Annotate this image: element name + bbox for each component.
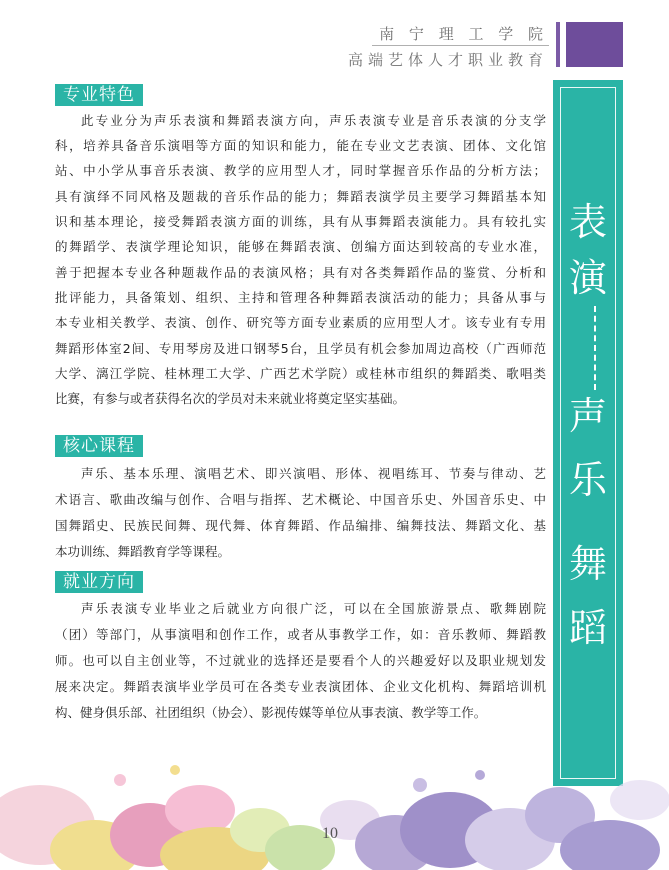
paragraph-line: 舞蹈形体室2间、专用琴房及进口钢琴5台，且学员有机会参加周边高校（广西师范 <box>55 341 546 356</box>
paragraph-line: 具有演绎不同风格及题裁的音乐作品的能力；舞蹈表演学员主要学习舞蹈基本知 <box>55 189 546 204</box>
header-slogan: 高端艺体人才职业教育 <box>347 51 548 69</box>
section-title-career: 就业方向 <box>55 571 143 593</box>
side-title-frame <box>560 87 616 779</box>
splash-dot <box>475 770 485 780</box>
paragraph-line: 师。也可以自主创业等，不过就业的选择还是要看个人的兴趣爱好以及职业规划发 <box>55 653 546 668</box>
paragraph-line: 识和基本理论，接受舞蹈表演方面的训练，具有从事舞蹈表演能力。具有较扎实 <box>55 214 546 229</box>
section-title-features: 专业特色 <box>55 84 143 106</box>
side-title-panel <box>553 80 623 786</box>
header-accent-thin <box>556 22 560 67</box>
splash-dot <box>170 765 180 775</box>
paragraph-line: 站、中小学从事音乐表演、教学的应用型人才，同时掌握音乐作品的分析方法； <box>55 163 546 178</box>
splash-dot <box>114 774 126 786</box>
paragraph-line: 科，培养具备音乐演唱等方面的知识和能力，能在专业文艺表演、团体、文化馆 <box>55 138 546 153</box>
side-title-char: 表 <box>568 200 607 244</box>
splash-dot <box>413 778 427 792</box>
paragraph-line: 本专业相关教学、表演、创作、研究等方面专业素质的应用型人才。该专业有专用 <box>55 315 546 330</box>
paragraph-line: 批评能力，具备策划、组织、主持和管理各种舞蹈表演活动的能力；具备从事与 <box>55 290 546 305</box>
paragraph-line: 的舞蹈学、表演学理论知识，能够在舞蹈表演、创编方面达到较高的专业水准， <box>55 239 546 254</box>
watercolor-splash-decoration <box>0 740 669 870</box>
side-title-char: 声 <box>568 394 607 438</box>
paragraph-line: 本功训练、舞蹈教育学等课程。 <box>55 544 231 559</box>
paragraph-line: 善于把握本专业各种题裁作品的表演风格；具有对各类舞蹈作品的鉴赏、分析和 <box>55 265 546 280</box>
side-title-dashed-divider <box>594 306 596 390</box>
paragraph-line: 声乐、基本乐理、演唱艺术、即兴演唱、形体、视唱练耳、节奏与律动、艺 <box>81 466 546 481</box>
side-title-char: 舞 <box>568 542 607 586</box>
header-divider <box>372 45 549 46</box>
paragraph-line: 展来决定。舞蹈表演毕业学员可在各类专业表演团体、企业文化机构、舞蹈培训机 <box>55 679 546 694</box>
header-school-name: 南 宁 理 工 学 院 <box>379 25 548 43</box>
paragraph-line: 术语言、歌曲改编与创作、合唱与指挥、艺术概论、中国音乐史、外国音乐史、中 <box>55 492 546 507</box>
paragraph-line: 大学、漓江学院、桂林理工大学、广西艺术学院）或桂林市组织的舞蹈类、歌唱类 <box>55 366 546 381</box>
splash-blob <box>610 780 669 820</box>
page-number: 10 <box>322 825 338 842</box>
paragraph-line: 构、健身俱乐部、社团组织（协会）、影视传媒等单位从事表演、教学等工作。 <box>55 705 487 720</box>
paragraph-line: 声乐表演专业毕业之后就业方向很广泛，可以在全国旅游景点、歌舞剧院 <box>81 601 546 616</box>
paragraph-line: 国舞蹈史、民族民间舞、现代舞、体育舞蹈、作品编排、编舞技法、舞蹈文化、基 <box>55 518 546 533</box>
paragraph-line: 此专业分为声乐表演和舞蹈表演方向，声乐表演专业是音乐表演的分支学 <box>81 113 546 128</box>
section-title-core-courses: 核心课程 <box>55 435 143 457</box>
paragraph-line: （团）等部门，从事演唱和创作工作，或者从事教学工作，如：音乐教师、舞蹈教 <box>55 627 546 642</box>
side-title-char: 演 <box>568 256 607 300</box>
side-title-char: 蹈 <box>568 606 607 650</box>
header-accent-block <box>566 22 623 67</box>
paragraph-line: 比赛，有参与或者获得名次的学员对未来就业将奠定坚实基础。 <box>55 391 406 406</box>
side-title-char: 乐 <box>568 458 607 502</box>
